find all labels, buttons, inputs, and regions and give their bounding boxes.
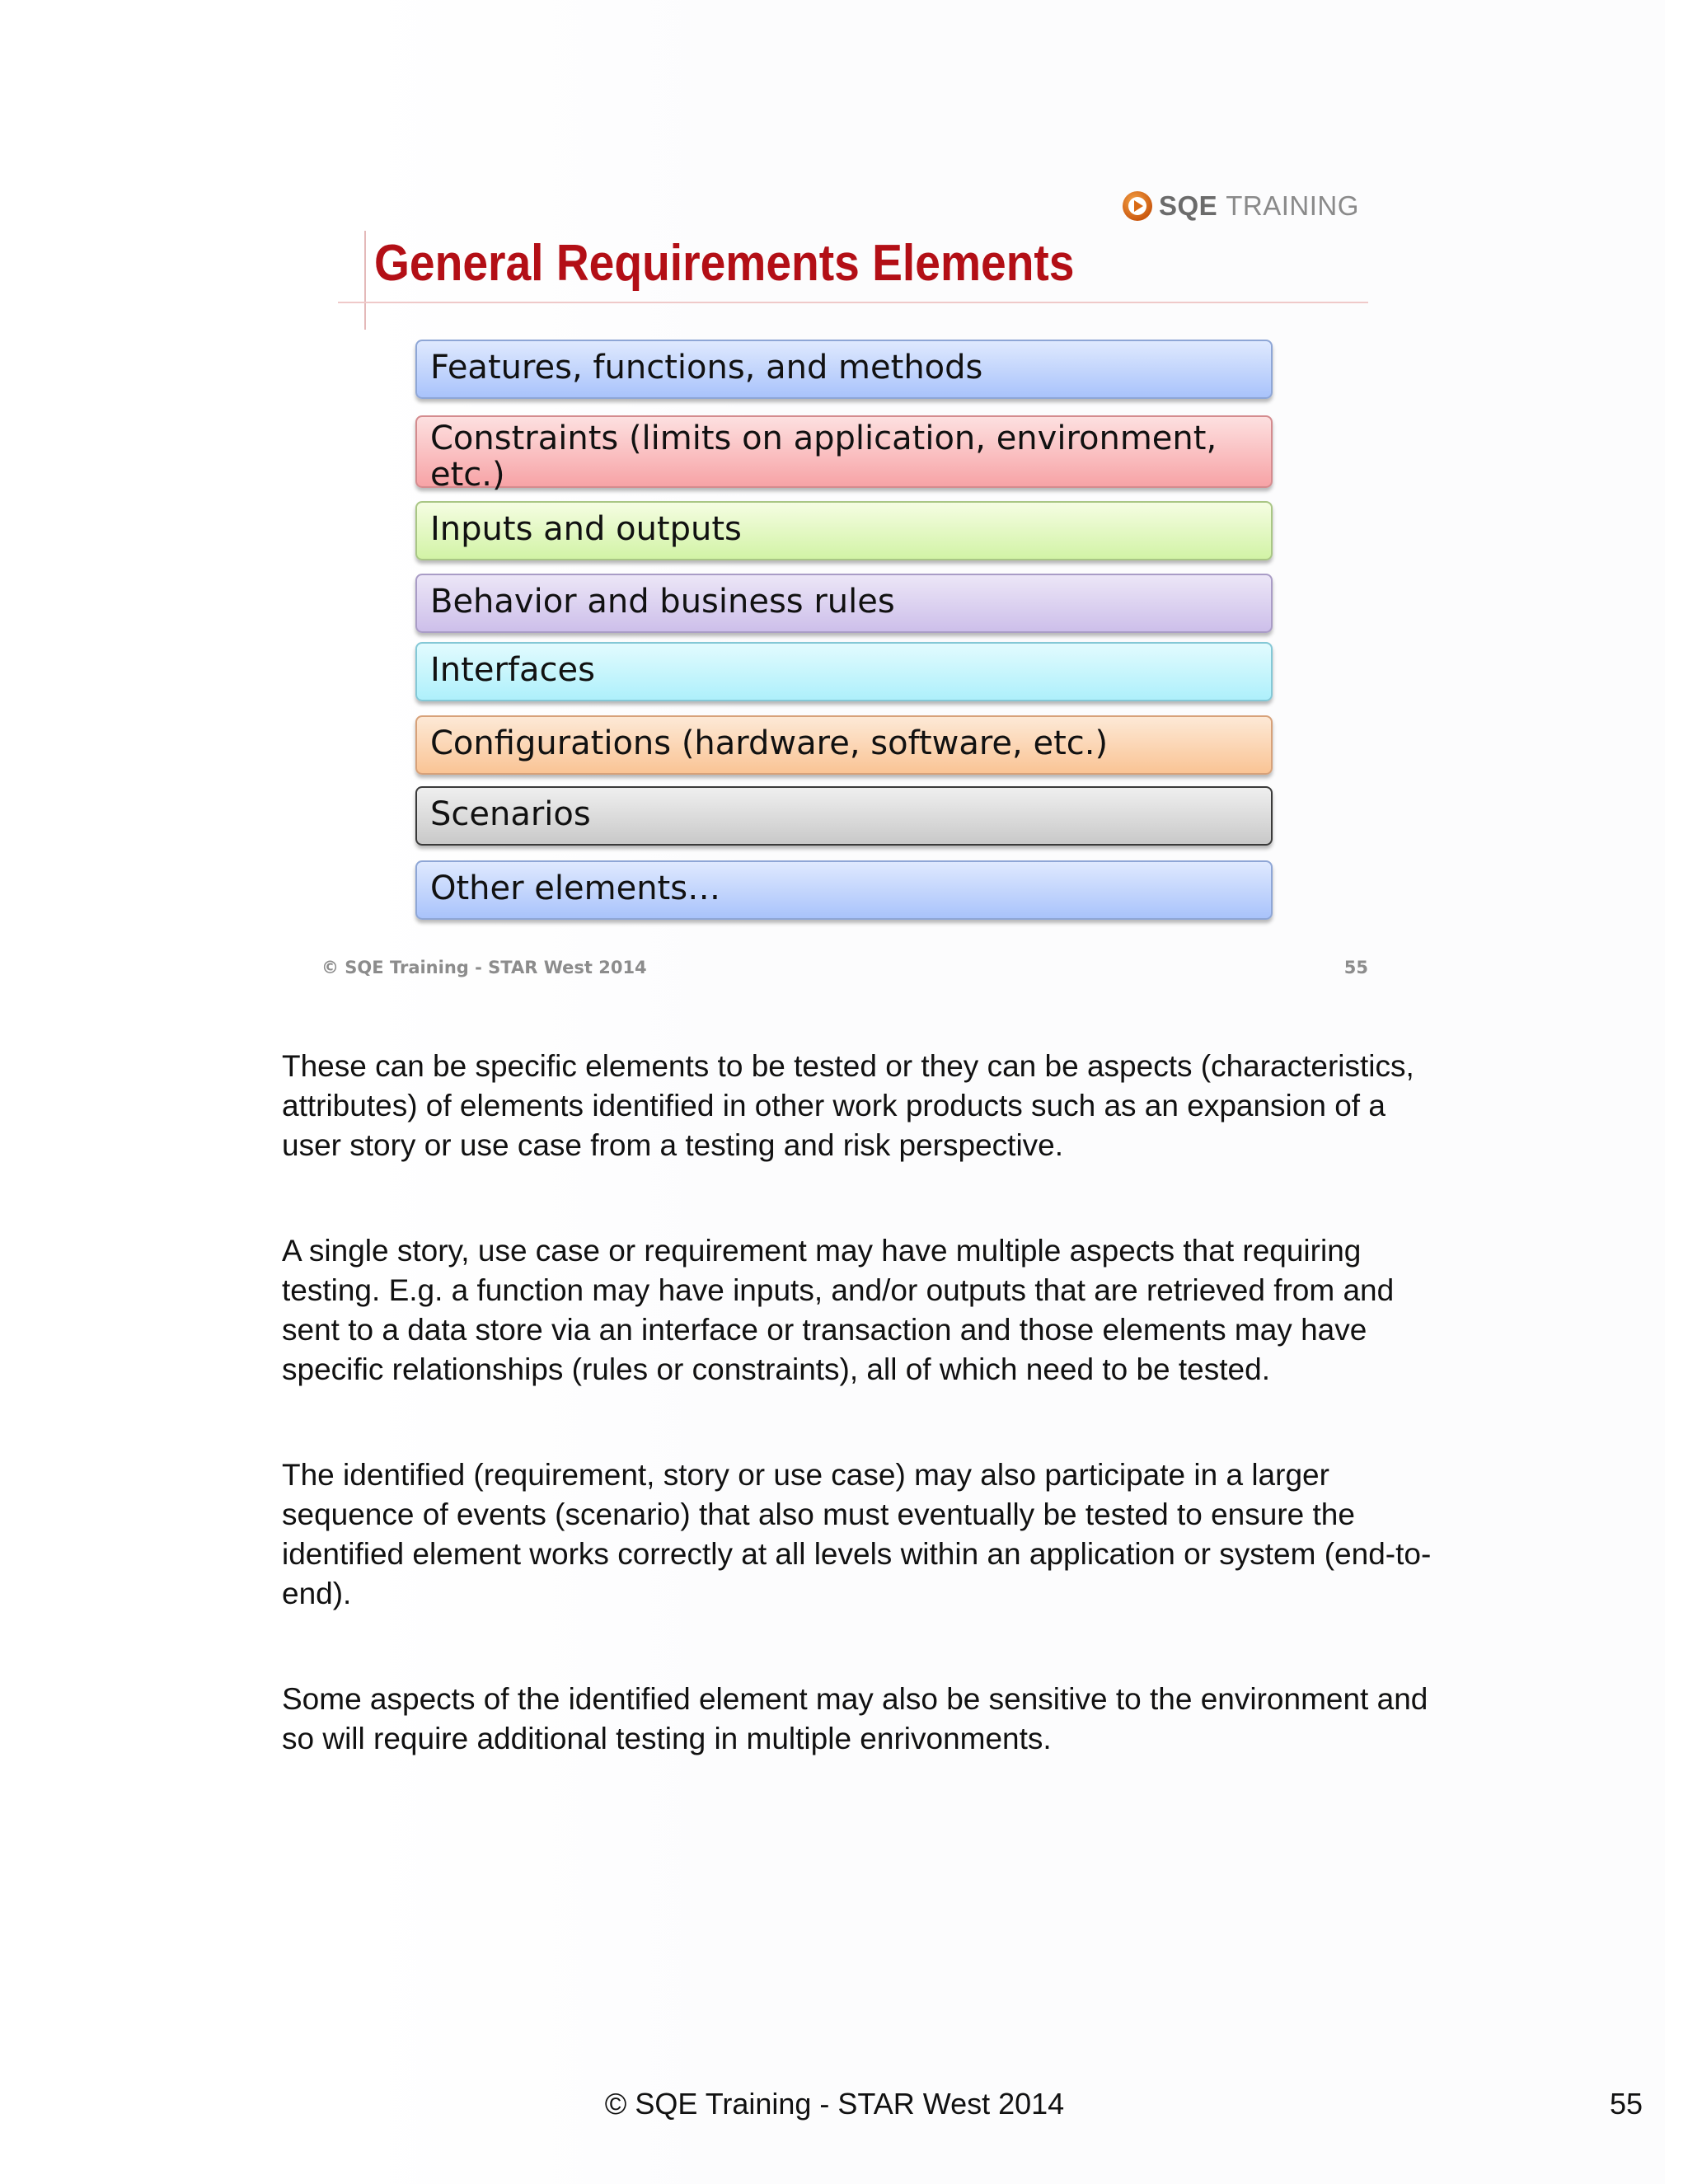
slide-footer-page-number: 55 — [1343, 958, 1368, 977]
note-paragraph: The identified (requirement, story or use case) may also participate in a larger sequence of events (scenario) that also must eventually be tested to ensure the identified element works correctly at all levels within an application or system (end-to-end). — [282, 1458, 1432, 1610]
logo-brand-text: SQE — [1159, 190, 1218, 221]
note-paragraph: A single story, use case or requirement may have multiple aspects that requiring testing. E.g. a function may have inputs, and/or outputs that are retrieved from and sent to a data store via an interface or transaction and those elements may have specific relationships (rules or constraints), all of which need to be tested. — [282, 1234, 1395, 1386]
element-other: Other elements… — [415, 860, 1273, 920]
page-footer-page-number: 55 — [1609, 2087, 1643, 2121]
slide — [313, 165, 1385, 989]
element-scenarios: Scenarios — [415, 786, 1273, 846]
title-horizontal-rule — [338, 302, 1368, 303]
slide-footer — [321, 958, 1368, 982]
logo-word-text: TRAINING — [1226, 190, 1359, 221]
element-inputs-outputs: Inputs and outputs — [415, 501, 1273, 560]
element-features: Features, functions, and methods — [415, 340, 1273, 399]
slide-footer-copyright: © SQE Training - STAR West 2014 — [321, 958, 647, 977]
element-interfaces: Interfaces — [415, 642, 1273, 701]
note-paragraph: Some aspects of the identified element may also be sensitive to the environment and so will require additional testing in multiple enrivonments. — [282, 1682, 1428, 1755]
slide-notes — [282, 1047, 1452, 1825]
element-constraints: Constraints (limits on application, environment, etc.) — [415, 415, 1273, 488]
play-circle-icon — [1121, 190, 1154, 223]
slide-title: General Requirements Elements — [374, 235, 1075, 292]
element-behavior: Behavior and business rules — [415, 574, 1273, 633]
element-configurations: Configurations (hardware, software, etc.) — [415, 715, 1273, 775]
title-vertical-rule — [364, 231, 366, 330]
page-footer-copyright: © SQE Training - STAR West 2014 — [604, 2087, 1065, 2121]
note-paragraph: These can be specific elements to be tested or they can be aspects (characteristics, attributes) of elements identified in other work products such as an expansion of a user story or use case from a testing and risk perspective. — [282, 1049, 1414, 1162]
sqe-training-logo — [1121, 188, 1359, 224]
